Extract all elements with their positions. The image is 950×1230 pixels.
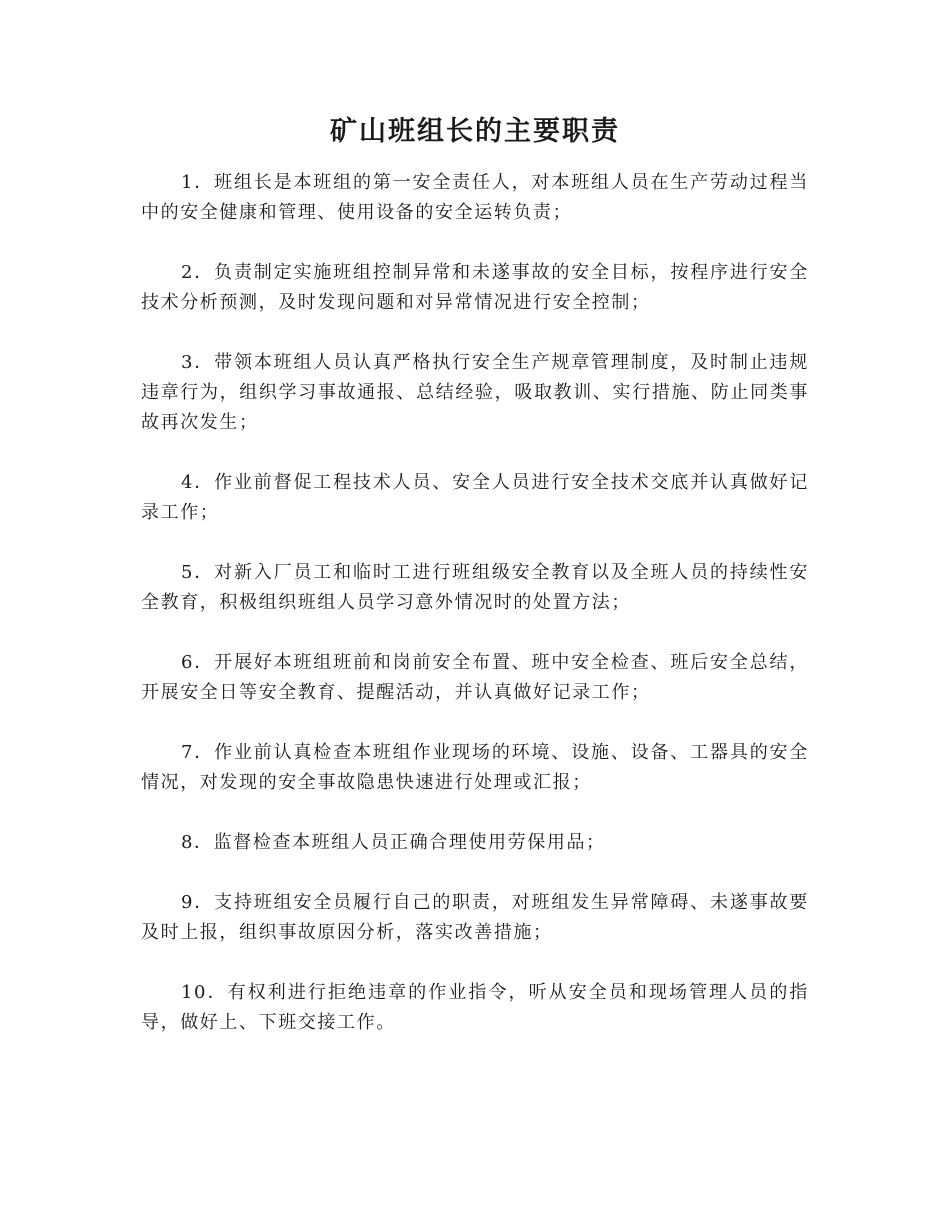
paragraph-1: 1．班组长是本班组的第一安全责任人，对本班组人员在生产劳动过程当中的安全健康和管理、使用设备的安全运转负责；: [141, 172, 809, 223]
paragraph-4: 4．作业前督促工程技术人员、安全人员进行安全技术交底并认真做好记录工作；: [141, 472, 809, 523]
paragraph-10: 10．有权利进行拒绝违章的作业指令，听从安全员和现场管理人员的指导，做好上、下班交接工作。: [141, 982, 809, 1033]
paragraph-5: 5．对新入厂员工和临时工进行班组级安全教育以及全班人员的持续性安全教育，积极组织班组人员学习意外情况时的处置方法；: [141, 562, 809, 613]
paragraph-3: 3．带领本班组人员认真严格执行安全生产规章管理制度，及时制止违规违章行为，组织学习事故通报、总结经验，吸取教训、实行措施、防止同类事故再次发生；: [141, 352, 809, 433]
document-title: 矿山班组长的主要职责: [330, 116, 620, 147]
paragraph-8: 8．监督检查本班组人员正确合理使用劳保用品；: [181, 832, 606, 853]
paragraph-2: 2．负责制定实施班组控制异常和未遂事故的安全目标，按程序进行安全技术分析预测，及时发现问题和对异常情况进行安全控制；: [141, 262, 809, 313]
document-body: [141, 168, 809, 1068]
paragraph-7: 7．作业前认真检查本班组作业现场的环境、设施、设备、工器具的安全情况，对发现的安全事故隐患快速进行处理或汇报；: [141, 742, 809, 793]
paragraph-6: 6．开展好本班组班前和岗前安全布置、班中安全检查、班后安全总结，开展安全日等安全教育、提醒活动，并认真做好记录工作；: [141, 652, 809, 703]
paragraph-9: 9．支持班组安全员履行自己的职责，对班组发生异常障碍、未遂事故要及时上报，组织事故原因分析，落实改善措施；: [141, 892, 809, 943]
